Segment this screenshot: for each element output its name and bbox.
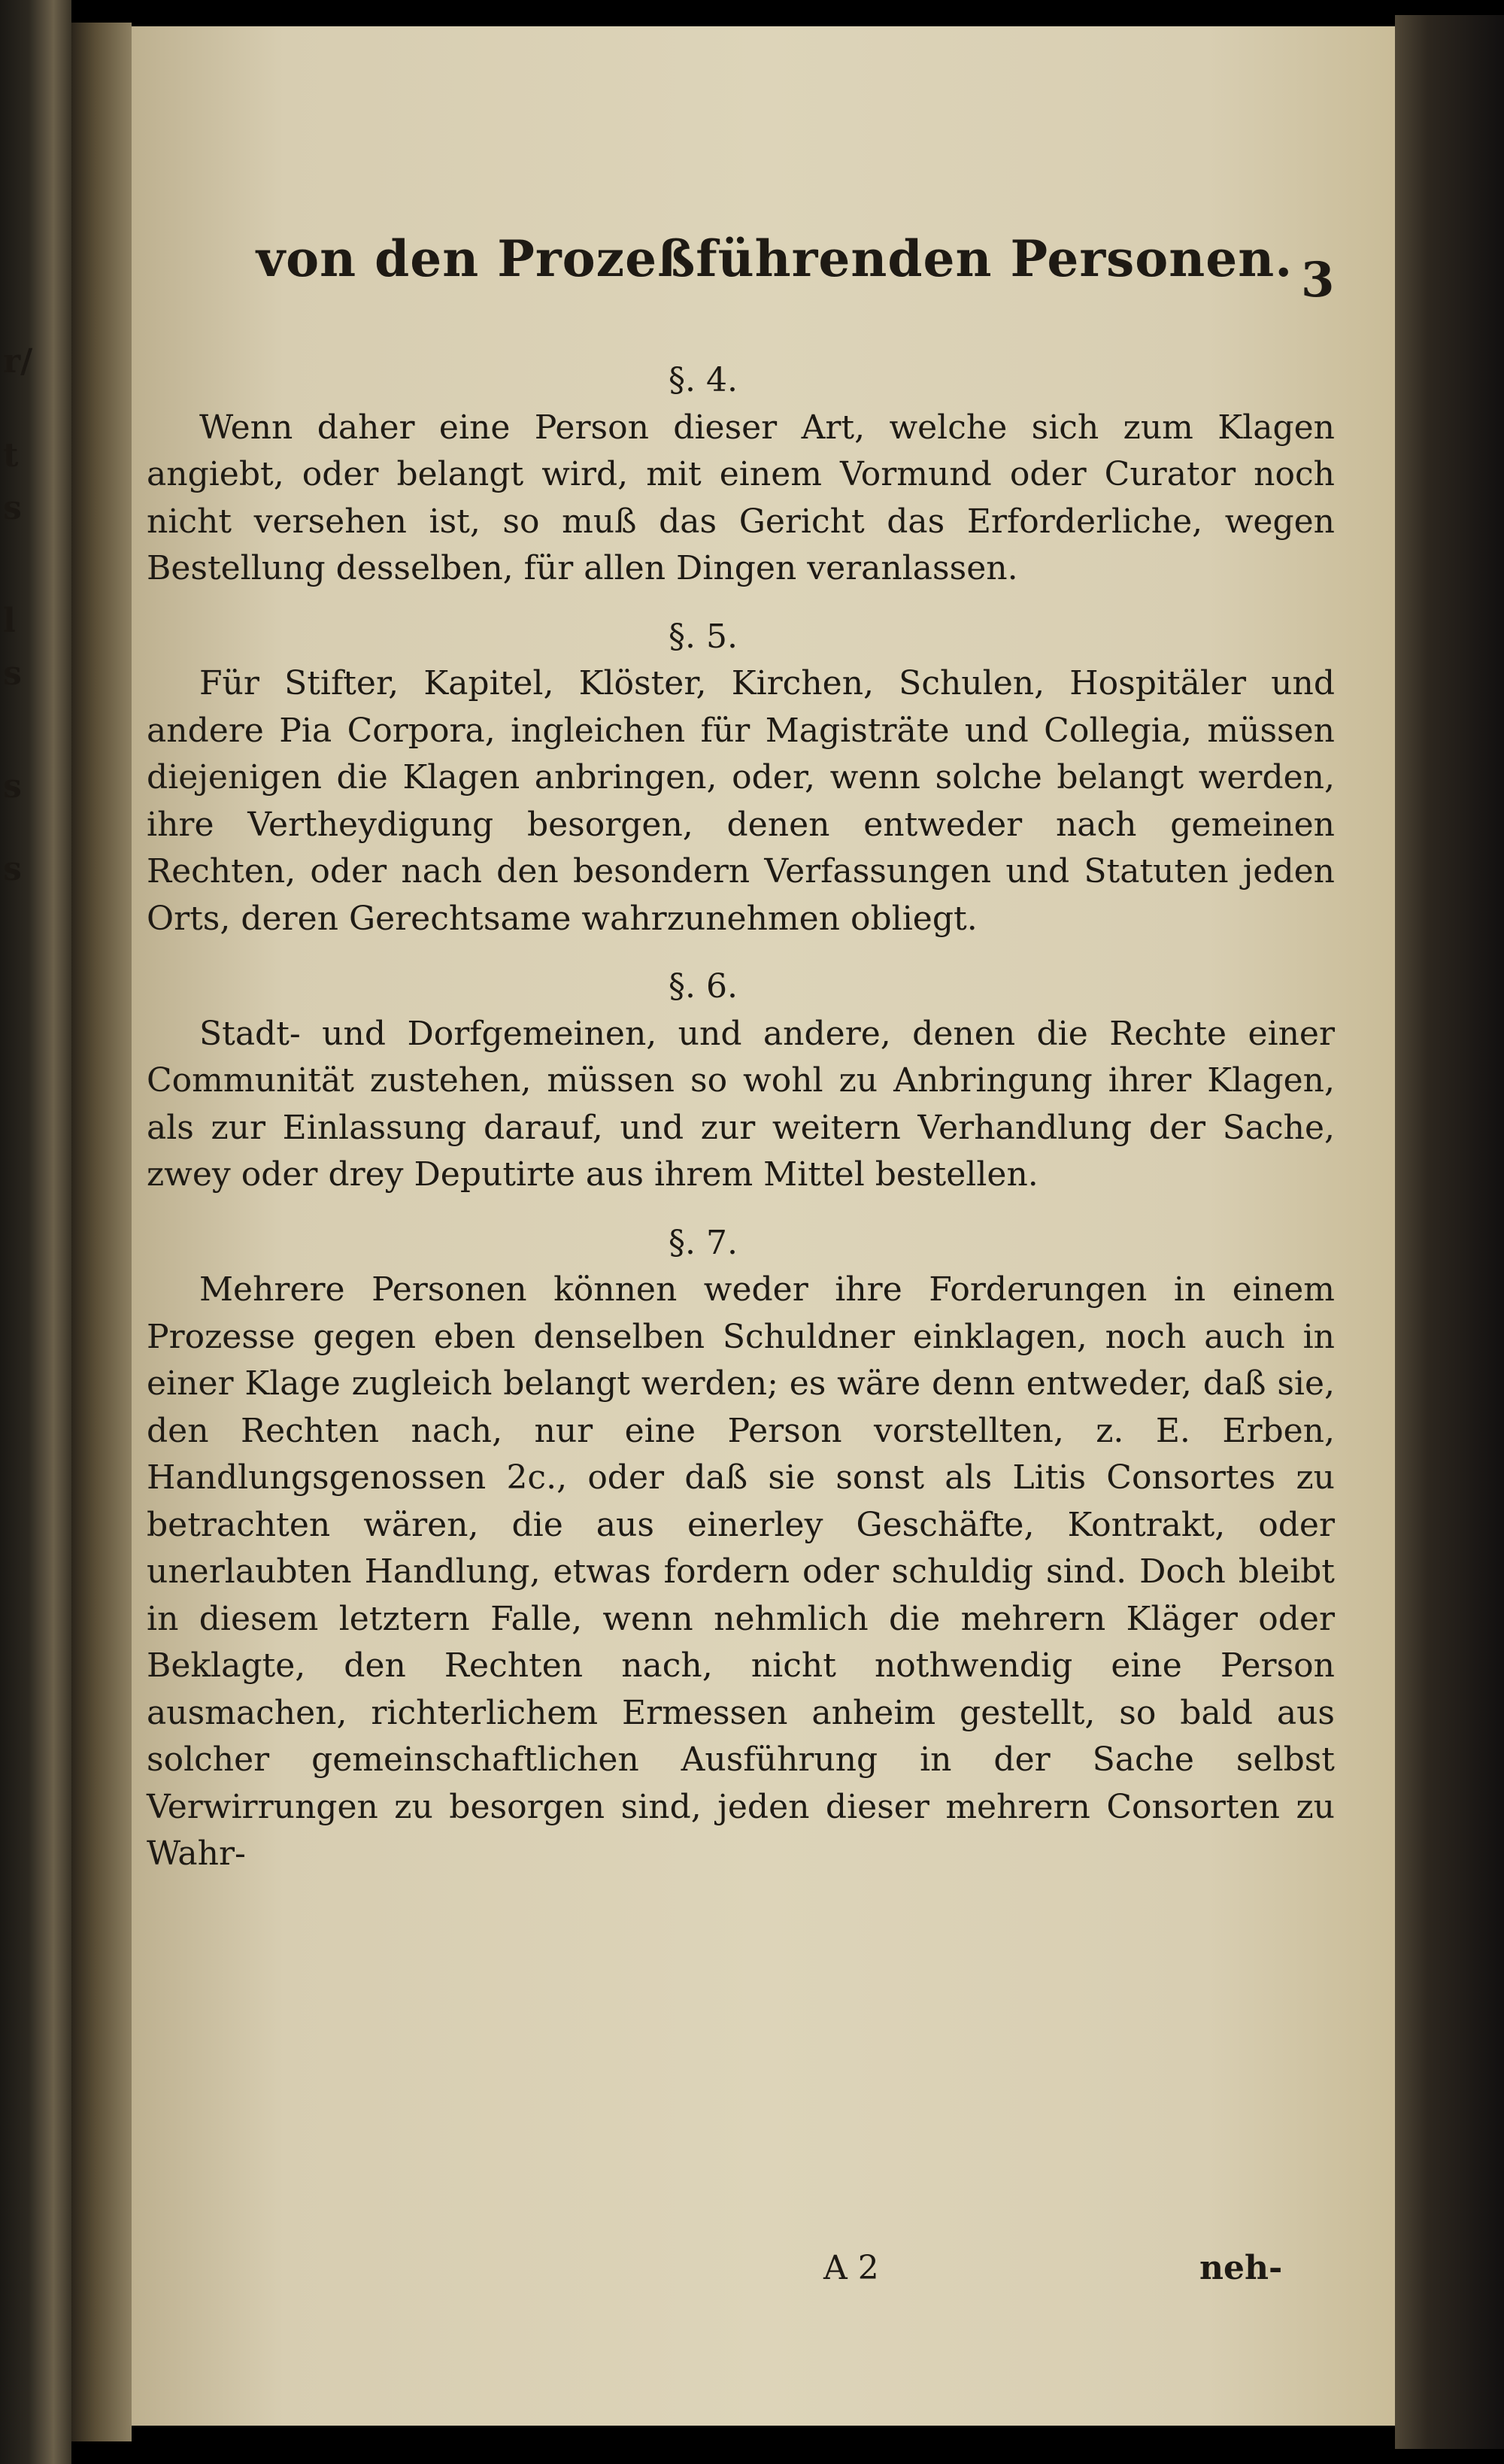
facing-page-fragment: s (3, 654, 22, 693)
facing-page-fragment: s (3, 489, 22, 527)
book-page (132, 26, 1395, 2426)
section-6 (147, 963, 1335, 1199)
facing-page-fragment: s (3, 767, 22, 806)
section-number: §. 7. (669, 1223, 738, 1262)
catchword: neh- (1199, 2249, 1283, 2287)
running-head: von den Prozeßführenden Personen. (256, 229, 1293, 288)
book-gutter (71, 23, 132, 2441)
facing-page-fragment: s (3, 850, 22, 888)
section-5 (147, 614, 1335, 943)
section-paragraph: Mehrere Personen können weder ihre Forderungen in einem Prozesse gegen eben denselben Schuldner einklagen, noch auch in einer Klage zugleich belangt werden; es wäre denn entweder, daß sie, den Rechten nach, nur eine Person vorstellten, z. E. Erben, Handlungsgenossen 2c., oder daß sie sonst als Litis Consortes zu betrachten wären, die aus einerley Geschäfte, Kontrakt, oder unerlaubten Handlung, etwas fordern oder schuldig sind. Doch bleibt in diesem letztern Falle, wenn nehmlich die mehrern Kläger oder Beklagte, den Rechten nach, nicht nothwendig eine Person ausmachen, richterlichem Ermessen anheim gestellt, so bald aus solcher gemeinschaftlichen Ausführung in der Sache selbst Verwirrungen zu besorgen sind, jeden dieser mehrern Consorten zu Wahr- (147, 1270, 1335, 1873)
section-paragraph: Wenn daher eine Person dieser Art, welche sich zum Klagen angiebt, oder belangt wird, mit einem Vormund oder Curator noch nicht versehen ist, so muß das Gericht das Erforderliche, wegen Bestellung desselben, für allen Dingen veranlassen. (147, 408, 1335, 587)
section-7 (147, 1220, 1335, 1878)
page-number: 3 (1301, 252, 1335, 308)
signature-mark: A 2 (823, 2249, 879, 2287)
section-paragraph: Für Stifter, Kapitel, Klöster, Kirchen, Schulen, Hospitäler und andere Pia Corpora, ingleichen für Magisträte und Collegia, müssen diejenigen die Klagen anbringen, oder, wenn solche belangt werden, ihre Vertheydigung besorgen, denen entweder nach gemeinen Rechten, oder nach den besondern Verfassungen und Statuten jeden Orts, deren Gerechtsame wahrzunehmen obliegt. (147, 664, 1335, 938)
body-text (147, 357, 1335, 1899)
facing-page-edge (0, 0, 71, 2464)
section-number: §. 5. (669, 617, 738, 656)
section-number: §. 4. (669, 361, 738, 399)
facing-page-fragment: l (3, 602, 16, 640)
section-paragraph: Stadt- und Dorfgemeinen, und andere, denen die Rechte einer Communität zustehen, müssen so wohl zu Anbringung ihrer Klagen, als zur Einlassung darauf, und zur weitern Verhandlung der Sache, zwey oder drey Deputirte aus ihrem Mittel bestellen. (147, 1014, 1335, 1194)
page-fore-edge (1395, 15, 1504, 2449)
section-number: §. 6. (669, 967, 738, 1006)
facing-page-fragment: t (3, 436, 19, 475)
facing-page-fragment: r/ (3, 342, 33, 381)
section-4 (147, 357, 1335, 593)
